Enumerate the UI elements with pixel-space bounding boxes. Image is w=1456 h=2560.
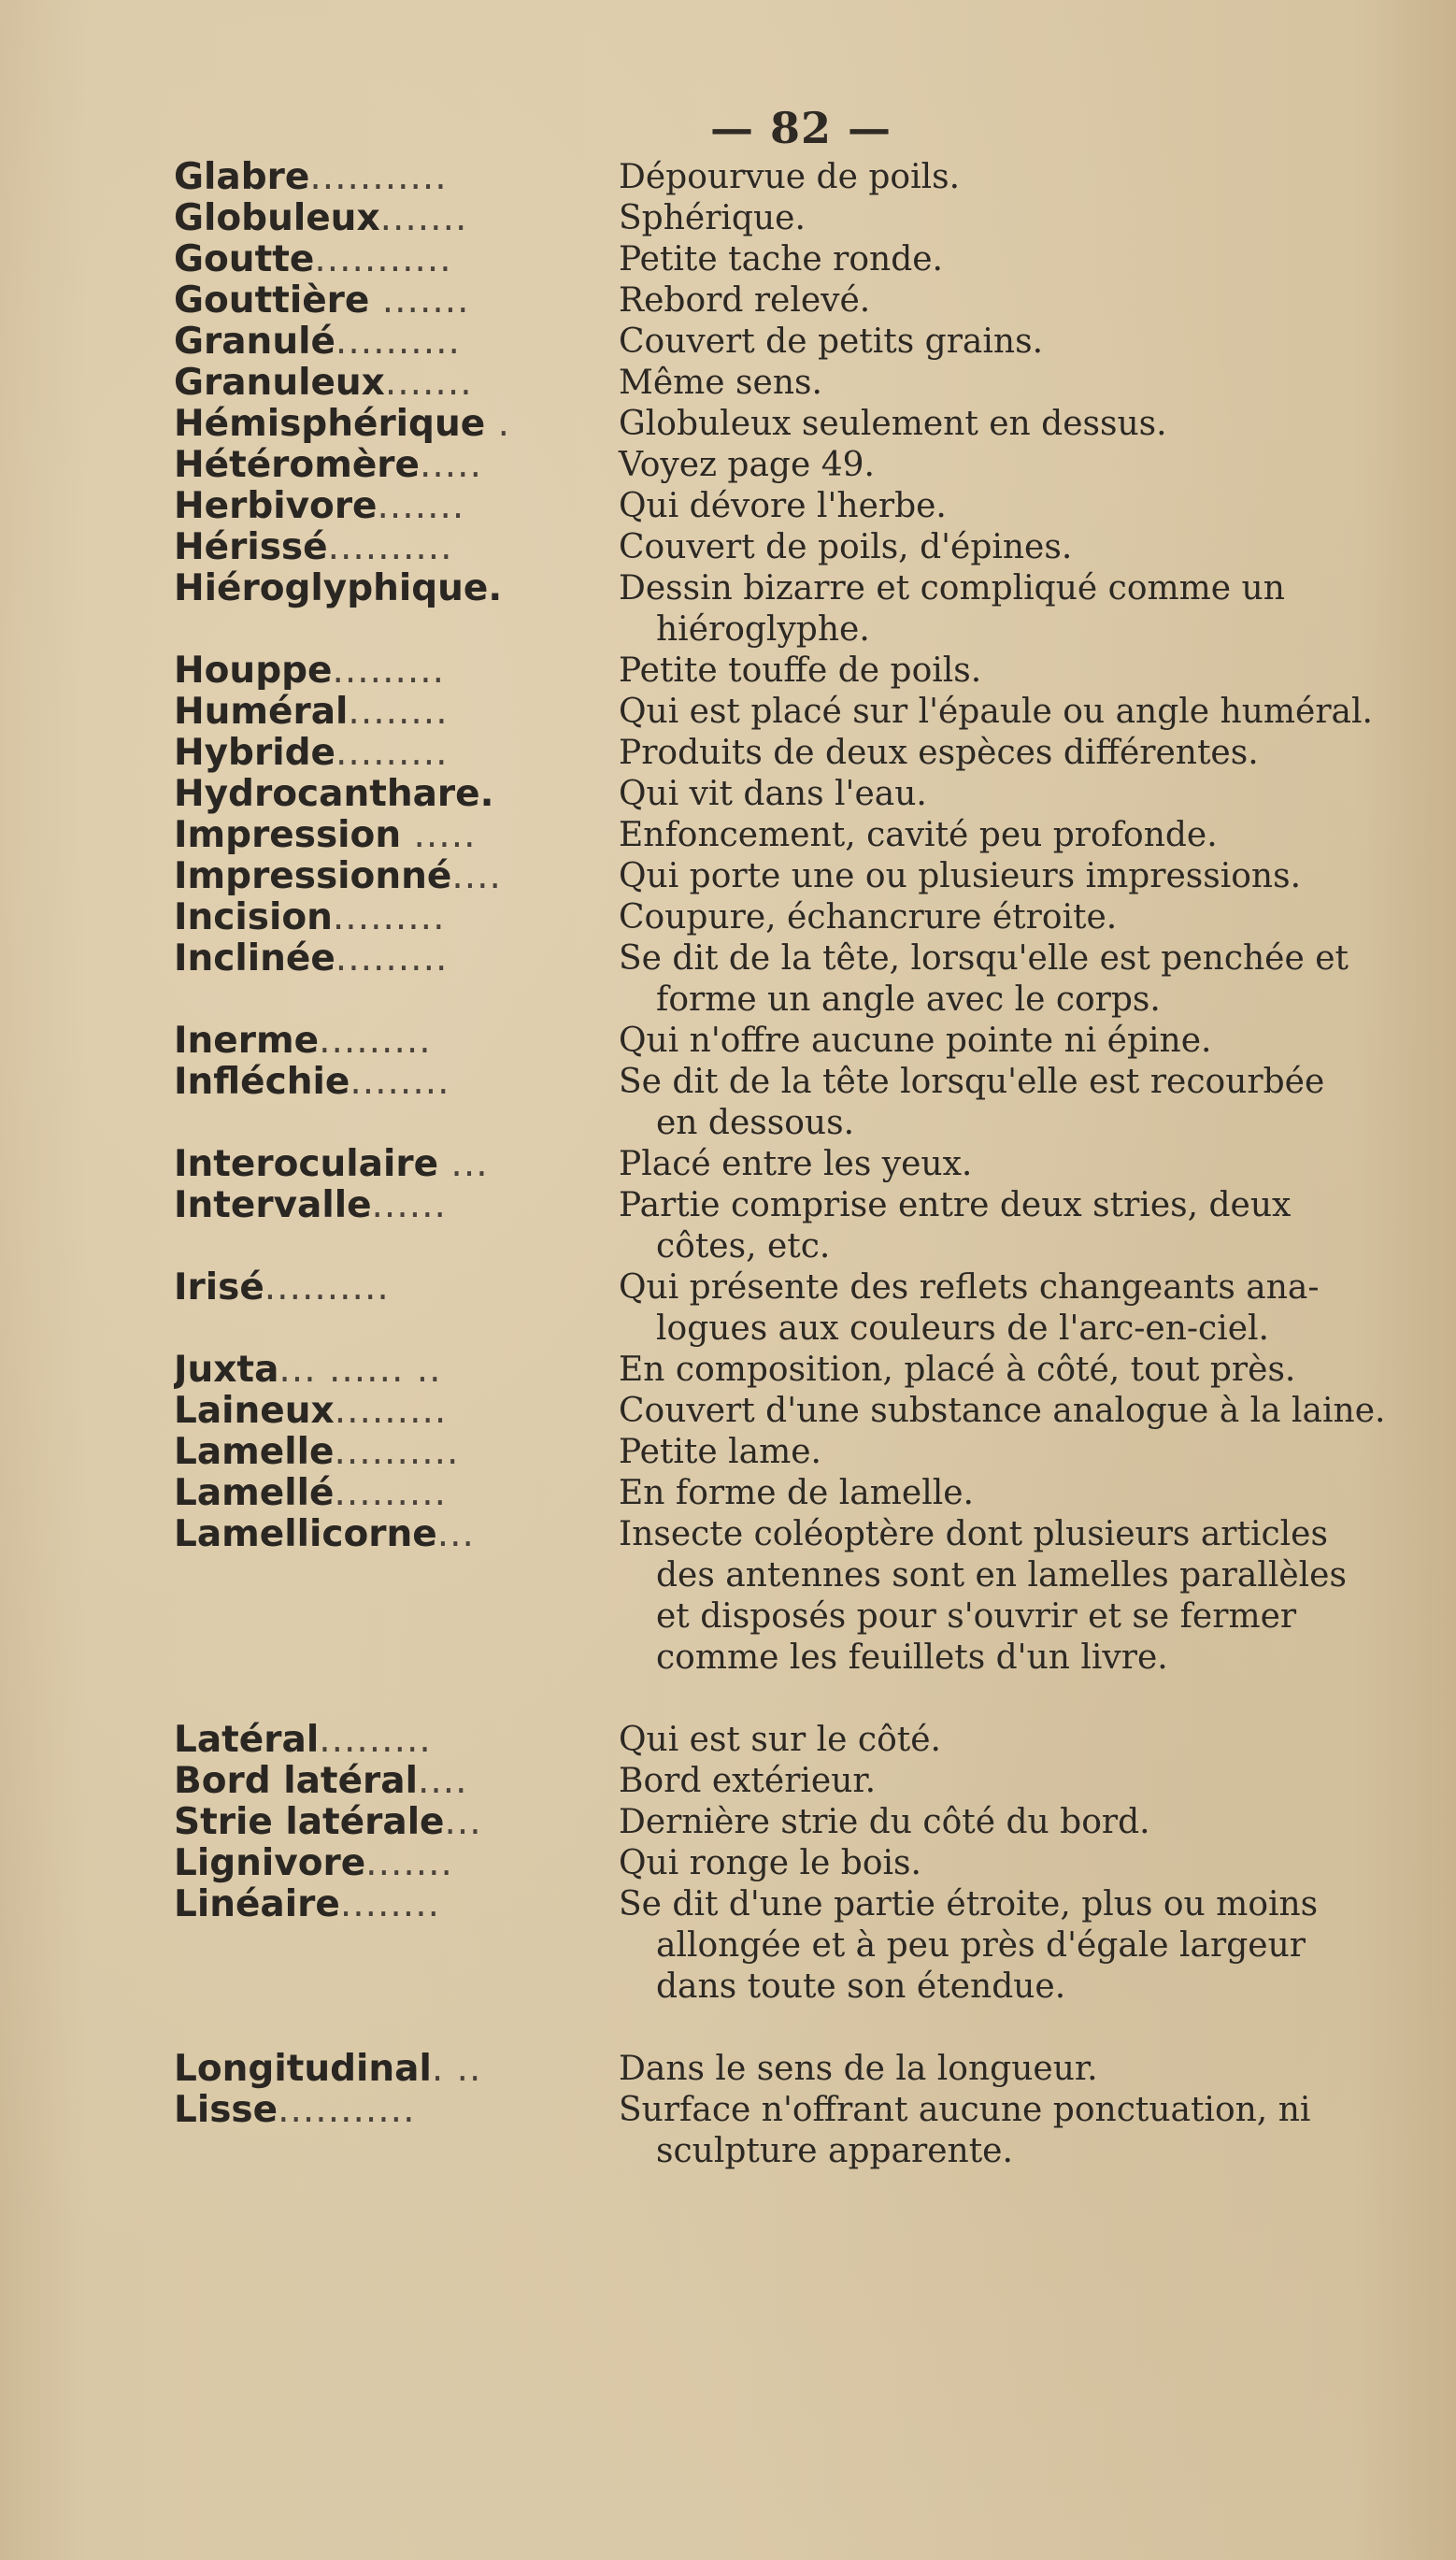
glossary-definition: Se dit de la tête, lorsqu'elle est penchée et forme un angle avec le corps. bbox=[619, 939, 1349, 1019]
glossary-entry bbox=[174, 1514, 1426, 1679]
glossary-term: Incision......... bbox=[174, 897, 446, 938]
glossary-term: Longitudinal. .. bbox=[174, 2049, 482, 2090]
glossary-entry bbox=[174, 1761, 1426, 1802]
glossary-definition: Voyez page 49. bbox=[619, 446, 875, 484]
glossary-definition: Qui présente des reflets changeants ana- logues aux couleurs de l'arc-en-ciel. bbox=[619, 1268, 1320, 1348]
glossary-term: Glabre........... bbox=[174, 157, 448, 198]
glossary-entry bbox=[174, 445, 1426, 486]
glossary-definition: Globuleux seulement en dessus. bbox=[619, 405, 1167, 443]
glossary-definition: Se dit d'une partie étroite, plus ou moins allongée et à peu près d'égale largeur dans toute son étendue. bbox=[619, 1885, 1319, 2006]
glossary-definition: Même sens. bbox=[619, 364, 822, 402]
glossary-entry bbox=[174, 486, 1426, 527]
glossary-definition: Surface n'offrant aucune ponctuation, ni sculpture apparente. bbox=[619, 2091, 1311, 2170]
glossary-definition: Se dit de la tête lorsqu'elle est recourbée en dessous. bbox=[619, 1063, 1325, 1142]
glossary-definition: Qui est sur le côté. bbox=[619, 1721, 941, 1759]
glossary-definition: Rebord relevé. bbox=[619, 281, 871, 320]
glossary-entry bbox=[174, 1720, 1426, 1761]
glossary-entry bbox=[174, 1884, 1426, 2008]
glossary-entry bbox=[174, 322, 1426, 363]
glossary-entry bbox=[174, 651, 1426, 692]
glossary-list bbox=[174, 157, 1426, 2172]
glossary-entry bbox=[174, 2049, 1426, 2090]
glossary-definition: Coupure, échancrure étroite. bbox=[619, 898, 1118, 937]
glossary-definition: Dépourvue de poils. bbox=[619, 158, 961, 196]
glossary-definition: Dans le sens de la longueur. bbox=[619, 2050, 1098, 2088]
glossary-term: Irisé.......... bbox=[174, 1267, 390, 1309]
glossary-term: Hydrocanthare. bbox=[174, 774, 494, 815]
glossary-term: Herbivore....... bbox=[174, 486, 465, 527]
glossary-entry bbox=[174, 1144, 1426, 1185]
glossary-entry bbox=[174, 198, 1426, 239]
glossary-term: Lisse........... bbox=[174, 2090, 416, 2131]
glossary-term: Inerme......... bbox=[174, 1021, 432, 1062]
glossary-term: Hérissé.......... bbox=[174, 527, 453, 568]
glossary-term: Impression ..... bbox=[174, 815, 477, 856]
glossary-definition: Produits de deux espèces différentes. bbox=[619, 734, 1259, 772]
glossary-entry bbox=[174, 1843, 1426, 1884]
glossary-term: Interoculaire ... bbox=[174, 1144, 489, 1185]
glossary-term: Infléchie........ bbox=[174, 1062, 450, 1103]
glossary-entry bbox=[174, 692, 1426, 733]
glossary-entry bbox=[174, 1391, 1426, 1432]
glossary-term: Intervalle...... bbox=[174, 1185, 447, 1226]
glossary-definition: Dessin bizarre et compliqué comme un hiéroglyphe. bbox=[619, 569, 1285, 649]
glossary-term: Houppe......... bbox=[174, 651, 446, 692]
glossary-definition: Petite touffe de poils. bbox=[619, 651, 982, 690]
glossary-definition: Sphérique. bbox=[619, 199, 806, 237]
glossary-term: Lamelle.......... bbox=[174, 1432, 460, 1473]
glossary-entry bbox=[174, 2090, 1426, 2172]
glossary-definition: Qui ronge le bois. bbox=[619, 1844, 921, 1882]
glossary-definition: Placé entre les yeux. bbox=[619, 1145, 973, 1183]
glossary-term: Gouttière ....... bbox=[174, 280, 470, 322]
glossary-definition: En composition, placé à côté, tout près. bbox=[619, 1351, 1296, 1389]
glossary-term: Hybride......... bbox=[174, 733, 449, 774]
glossary-definition: Couvert d'une substance analogue à la laine. bbox=[619, 1392, 1386, 1430]
glossary-term: Bord latéral.... bbox=[174, 1761, 468, 1802]
glossary-definition: Petite tache ronde. bbox=[619, 240, 943, 279]
glossary-term: Lamellé......... bbox=[174, 1473, 448, 1514]
glossary-definition: Petite lame. bbox=[619, 1433, 821, 1471]
glossary-term: Granulé.......... bbox=[174, 322, 461, 363]
glossary-entry bbox=[174, 363, 1426, 404]
glossary-term: Laineux......... bbox=[174, 1391, 448, 1432]
glossary-entry bbox=[174, 280, 1426, 322]
glossary-definition: Qui n'offre aucune pointe ni épine. bbox=[619, 1022, 1212, 1060]
glossary-definition: Qui vit dans l'eau. bbox=[619, 775, 927, 813]
glossary-definition: Qui dévore l'herbe. bbox=[619, 487, 947, 525]
glossary-term: Hiéroglyphique. bbox=[174, 568, 503, 609]
glossary-term: Hémisphérique . bbox=[174, 404, 510, 445]
glossary-term: Lamellicorne... bbox=[174, 1514, 475, 1555]
glossary-term: Goutte........... bbox=[174, 239, 452, 280]
glossary-entry bbox=[174, 897, 1426, 938]
glossary-term: Hétéromère..... bbox=[174, 445, 482, 486]
glossary-entry bbox=[174, 1802, 1426, 1843]
glossary-entry bbox=[174, 1062, 1426, 1144]
glossary-definition: Partie comprise entre deux stries, deux côtes, etc. bbox=[619, 1186, 1292, 1266]
glossary-definition: Qui porte une ou plusieurs impressions. bbox=[619, 857, 1302, 895]
glossary-definition: Couvert de poils, d'épines. bbox=[619, 528, 1073, 566]
glossary-entry bbox=[174, 1267, 1426, 1350]
glossary-term: Linéaire........ bbox=[174, 1884, 440, 1925]
glossary-entry bbox=[174, 938, 1426, 1021]
glossary-term: Juxta... ...... .. bbox=[174, 1350, 442, 1391]
glossary-definition: Insecte coléoptère dont plusieurs articles des antennes sont en lamelles parallèles et disposés pour s'ouvrir et se fermer comme les feuillets d'un livre. bbox=[619, 1515, 1347, 1677]
glossary-entry bbox=[174, 774, 1426, 815]
glossary-definition: Dernière strie du côté du bord. bbox=[619, 1803, 1150, 1841]
glossary-entry bbox=[174, 239, 1426, 280]
glossary-entry bbox=[174, 815, 1426, 856]
glossary-entry bbox=[174, 1021, 1426, 1062]
glossary-entry bbox=[174, 568, 1426, 651]
glossary-entry bbox=[174, 733, 1426, 774]
glossary-entry bbox=[174, 1432, 1426, 1473]
glossary-entry bbox=[174, 856, 1426, 897]
glossary-term: Strie latérale... bbox=[174, 1802, 482, 1843]
glossary-term: Inclinée......... bbox=[174, 938, 449, 980]
glossary-term: Lignivore....... bbox=[174, 1843, 453, 1884]
glossary-entry bbox=[174, 1350, 1426, 1391]
page-number: — 82 — bbox=[710, 103, 892, 153]
glossary-term: Globuleux....... bbox=[174, 198, 468, 239]
glossary-term: Latéral......... bbox=[174, 1720, 432, 1761]
glossary-definition: Qui est placé sur l'épaule ou angle huméral. bbox=[619, 693, 1373, 731]
glossary-entry bbox=[174, 1473, 1426, 1514]
glossary-term: Huméral........ bbox=[174, 692, 449, 733]
glossary-definition: Enfoncement, cavité peu profonde. bbox=[619, 816, 1218, 854]
glossary-definition: Bord extérieur. bbox=[619, 1762, 877, 1800]
glossary-entry bbox=[174, 157, 1426, 198]
glossary-definition: En forme de lamelle. bbox=[619, 1474, 974, 1512]
glossary-entry bbox=[174, 527, 1426, 568]
glossary-entry bbox=[174, 404, 1426, 445]
glossary-definition: Couvert de petits grains. bbox=[619, 322, 1044, 361]
glossary-entry bbox=[174, 1185, 1426, 1267]
glossary-term: Impressionné.... bbox=[174, 856, 502, 897]
glossary-term: Granuleux....... bbox=[174, 363, 473, 404]
